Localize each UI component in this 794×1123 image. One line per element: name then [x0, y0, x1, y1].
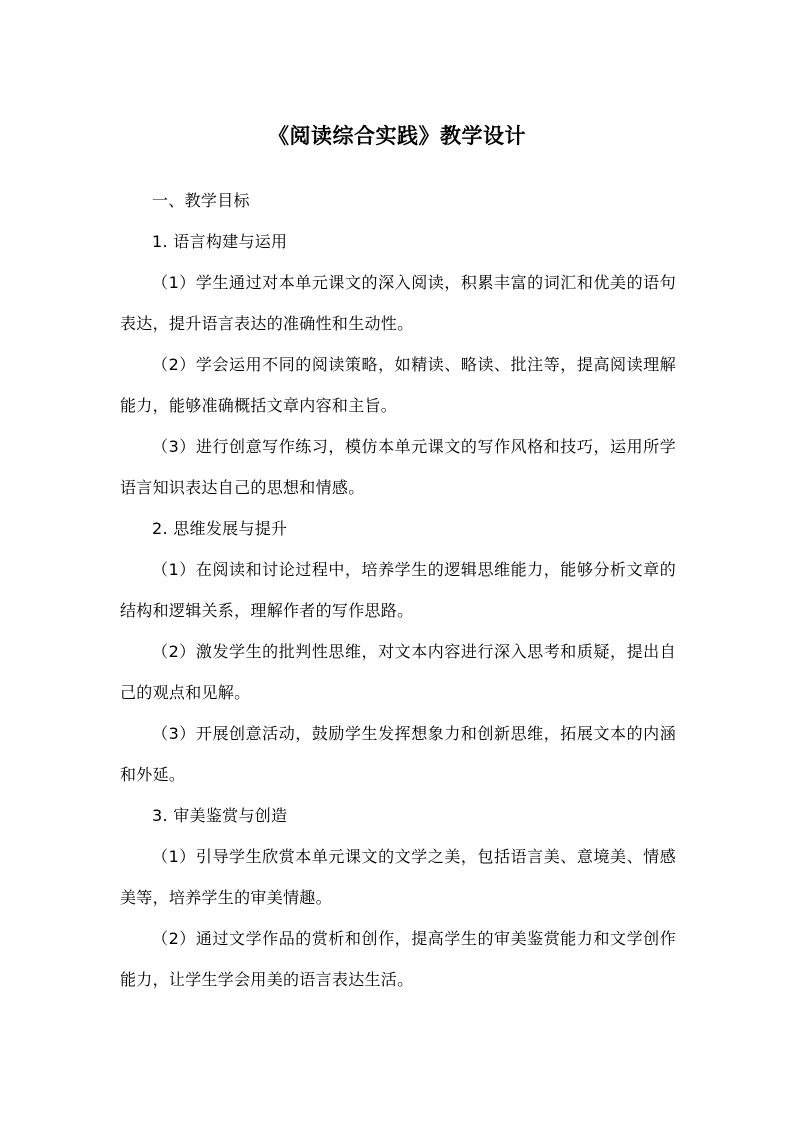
document-body: [120, 180, 676, 1000]
document-title: 《阅读综合实践》教学设计: [268, 124, 526, 148]
subheading-language: 1. 语言构建与运用: [152, 232, 288, 251]
paragraph: （2）学会运用不同的阅读策略，如精读、略读、批注等，提高阅读理解能力，能够准确概括文章内容和主旨。: [120, 355, 676, 415]
paragraph: （3）开展创意活动，鼓励学生发挥想象力和创新思维，拓展文本的内涵和外延。: [120, 724, 676, 784]
paragraph: （3）进行创意写作练习，模仿本单元课文的写作风格和技巧，运用所学语言知识表达自己的思想和情感。: [120, 437, 676, 497]
section-heading-objectives: 一、教学目标: [152, 191, 250, 210]
paragraph: （1）在阅读和讨论过程中，培养学生的逻辑思维能力，能够分析文章的结构和逻辑关系，理解作者的写作思路。: [120, 560, 676, 620]
paragraph: （1）学生通过对本单元课文的深入阅读，积累丰富的词汇和优美的语句表达，提升语言表达的准确性和生动性。: [120, 273, 676, 333]
paragraph: （1）引导学生欣赏本单元课文的文学之美，包括语言美、意境美、情感美等，培养学生的审美情趣。: [120, 847, 676, 907]
subheading-thinking: 2. 思维发展与提升: [152, 519, 288, 538]
paragraph: （2）通过文学作品的赏析和创作，提高学生的审美鉴赏能力和文学创作能力，让学生学会用美的语言表达生活。: [120, 929, 676, 989]
subheading-aesthetics: 3. 审美鉴赏与创造: [152, 806, 288, 825]
paragraph: （2）激发学生的批判性思维，对文本内容进行深入思考和质疑，提出自己的观点和见解。: [120, 642, 676, 702]
